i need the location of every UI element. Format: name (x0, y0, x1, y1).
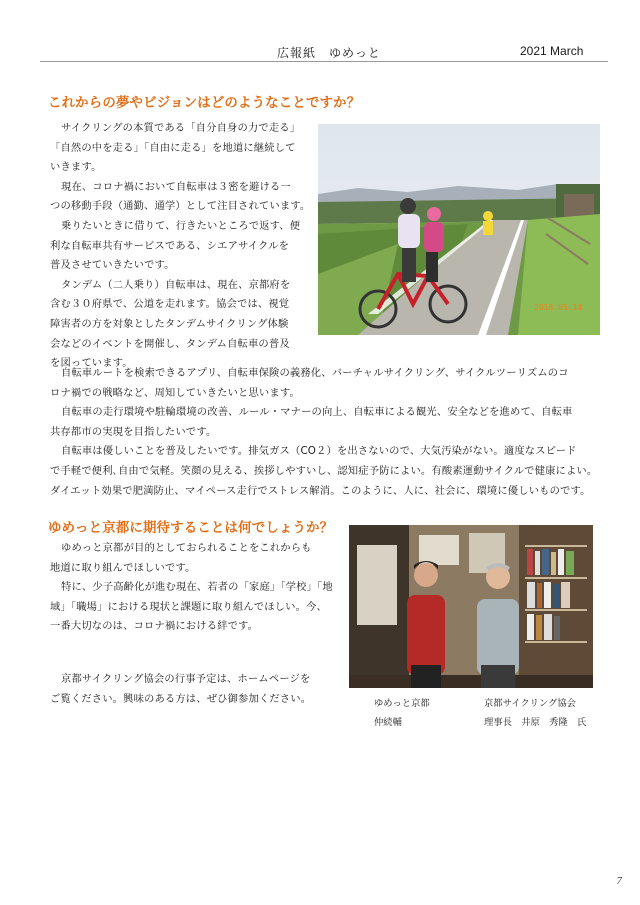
text-line: 「自然の中を走る」「自由に走る」を地道に継続して (50, 141, 296, 154)
caption-left (374, 694, 430, 732)
text-line: いきます。 (50, 161, 102, 174)
text-line: を図っています。 (50, 357, 133, 370)
section1-narrow-text (50, 119, 320, 374)
newsletter-title: 広報紙 ゆめっと (277, 46, 381, 60)
text-line: 域」「職場」における現状と課題に取り組んでほしい。今、 (50, 600, 327, 613)
text-line: タンデム（二人乗り）自転車は、現在、京都府を (61, 278, 291, 291)
section2-text (50, 539, 340, 637)
text-line: 普及させていきたいです。 (50, 259, 175, 272)
section2-closing-text (50, 670, 340, 709)
text-line: 共存都市の実現を目指したいです。 (50, 425, 217, 438)
caption-person: 仲続輔 (374, 717, 402, 728)
caption-right (484, 694, 586, 732)
text-line: ご覧ください。興味のある方は、ぜひ御参加ください。 (50, 692, 312, 705)
section1-heading: これからの夢やビジョンはどのようなことですか？ (48, 96, 361, 111)
text-line: サイクリングの本質である「自分自身の力で走る」 (61, 122, 301, 134)
text-line: ゆめっと京都が目的としておられることをこれからも (61, 542, 312, 554)
text-line: 会などのイベントを開催し、タンデム自転車の普及 (50, 337, 290, 350)
section2-heading: ゆめっと京都に期待することは何でしょうか？ (48, 521, 334, 536)
text-line: 地道に取り組んでほしいです。 (50, 561, 196, 574)
text-line: で手軽で便利､自由で気軽。笑顔の見える、挨拶しやすいし、認知症予防によい。有酸素運動サイクルで健康によい。 (50, 464, 598, 477)
text-line: 自転車の走行環境や駐輪環境の改善、ルール・マナーの向上、自転車による観光、安全などを進めて、自転車 (61, 406, 573, 419)
page-number: 7 (616, 875, 622, 887)
text-line: 自転車ルートを検索できるアプリ、自転車保険の義務化、バーチャルサイクリング、サイクルツーリズムのコ (61, 367, 569, 379)
interview-photo (349, 525, 593, 688)
caption-person: 理事長 井原 秀隆 氏 (484, 717, 587, 728)
text-line: 自転車は優しいことを普及したいです。排気ガス（CO２）を出さないので、大気汚染がない。適度なスピード (61, 445, 577, 458)
text-line: 利な自転車共有サービスである、シエアサイクルを (50, 239, 290, 252)
issue-date: 2021 March (520, 44, 584, 58)
text-line: 特に、少子高齢化が進む現在、若者の「家庭」「学校」「地 (61, 581, 333, 594)
text-line: つの移動手段（通勤、通学）として注目されています。 (50, 200, 311, 213)
photo-date-stamp: 2018.05.14 (534, 303, 583, 312)
text-line: ダイエット効果で肥満防止、マイペース走行でストレス解消。このように、人に、社会に、環境に優しいものです。 (50, 484, 591, 497)
section1-wide-text (50, 364, 610, 501)
text-line: 現在、コロナ禍において自転車は３密を避ける一 (61, 180, 291, 193)
text-line: 乗りたいときに借りて、行きたいところで返す、便 (61, 219, 301, 232)
text-line: 一番大切なのは、コロナ禍における絆です。 (50, 620, 259, 633)
caption-org: ゆめっと京都 (374, 698, 430, 709)
text-line: 障害者の方を対象としたタンデムサイクリング体験 (50, 317, 289, 330)
caption-org: 京都サイクリング協会 (484, 698, 576, 709)
text-line: 含む３０府県で、公道を走れます。協会では、視覚 (50, 298, 290, 311)
header-rule (40, 61, 608, 62)
text-line: 京都サイクリング協会の行事予定は、ホームページを (61, 673, 311, 685)
tandem-bicycle-photo (318, 124, 600, 335)
text-line: ロナ禍での戦略など、周知していきたいと思います。 (50, 386, 300, 399)
